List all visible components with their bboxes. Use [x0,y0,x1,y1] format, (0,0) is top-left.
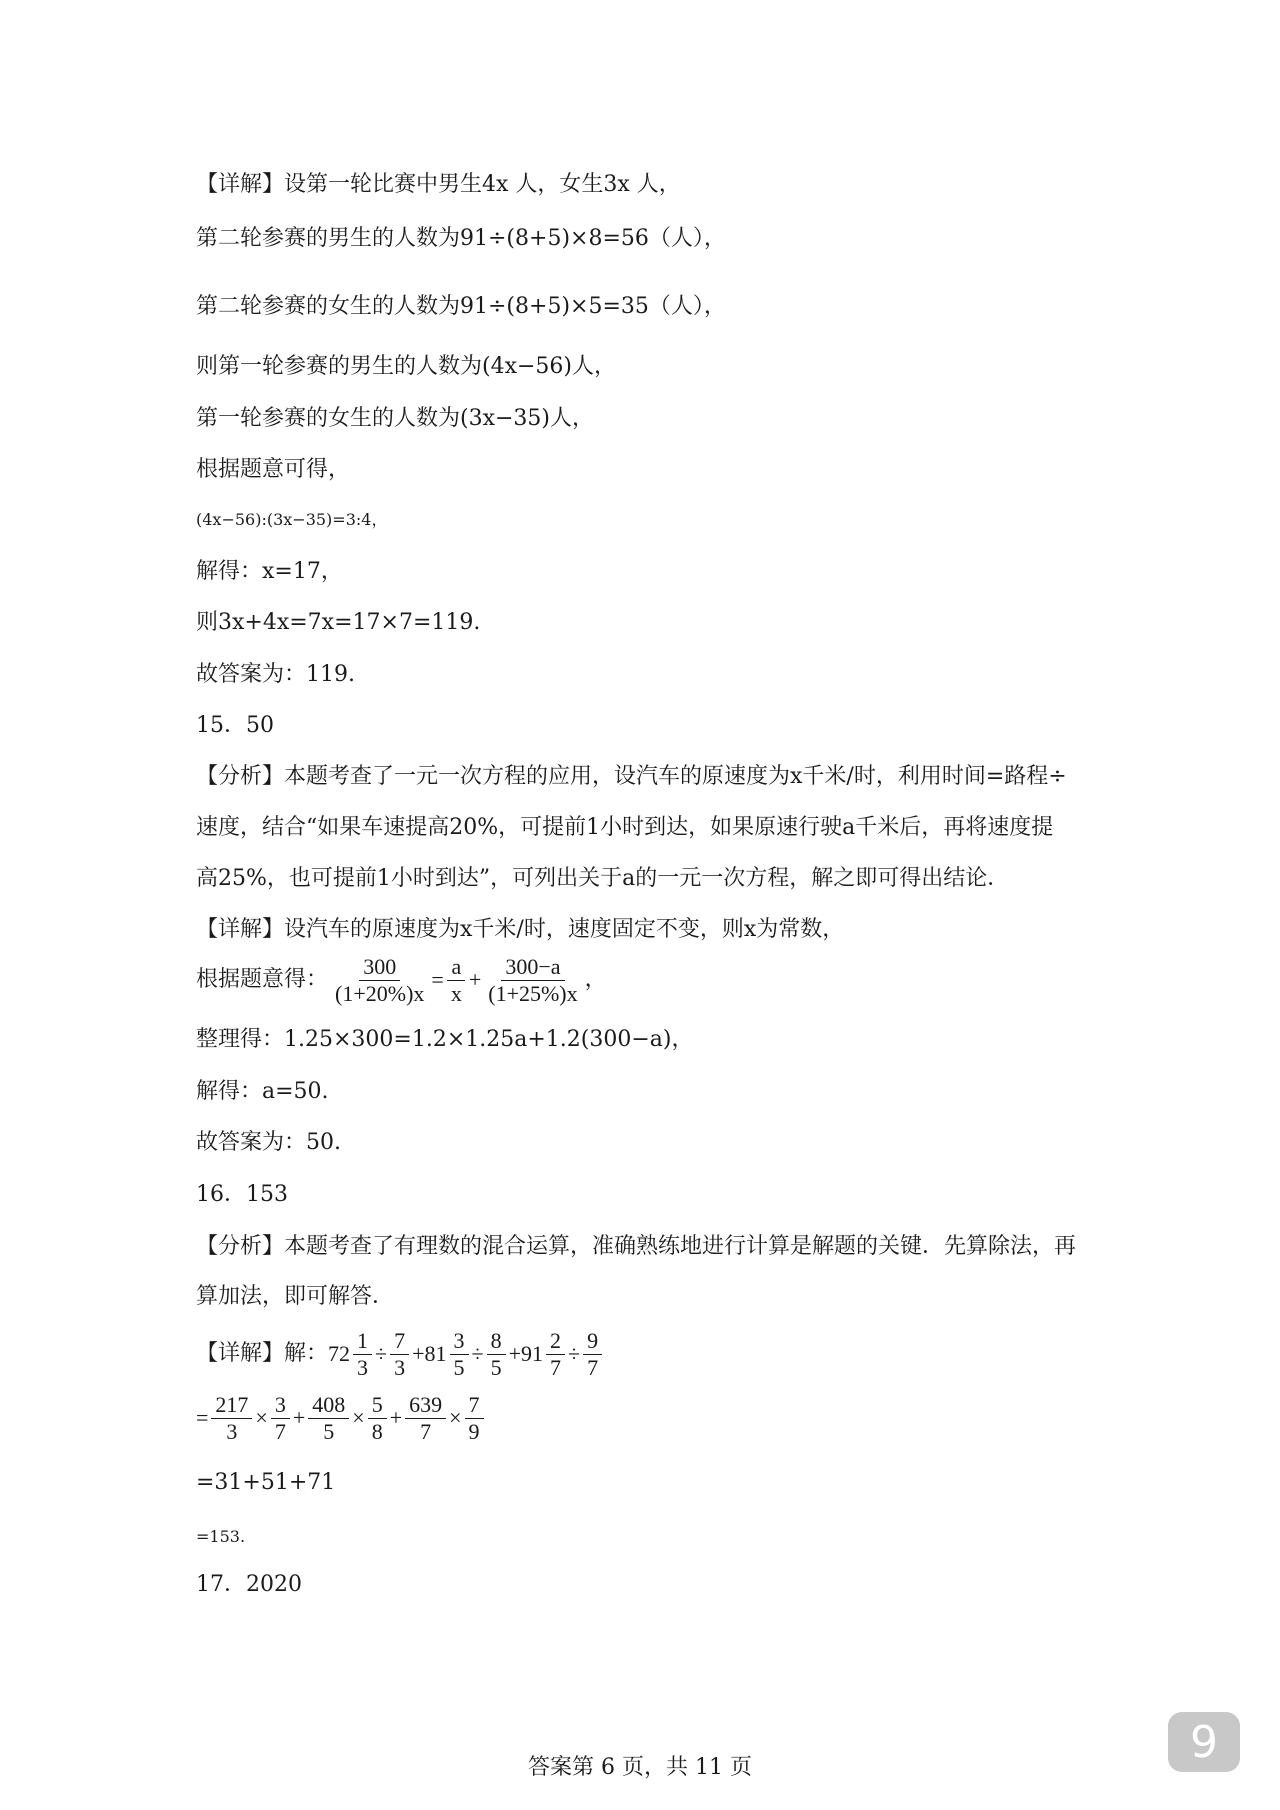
text-line: 则第一轮参赛的男生的人数为(4x−56)人， [196,354,616,379]
fraction: $\frac{7}{3}$ [390,1329,409,1380]
text-line: 速度，结合“如果车速提高20%，可提前1小时到达，如果原速行驶a千米后，再将速度提 [196,815,1054,840]
fraction: $\frac{5}{8}$ [368,1393,387,1444]
fraction: $\frac{1}{3}$ [353,1329,372,1380]
fraction: $\frac{3}{5}$ [450,1329,469,1380]
fraction: $\frac{2}{7}$ [546,1329,565,1380]
equation-line: 根据题意得： $\frac{300}{(1+20\%)x}$ = $\frac{a}{x}$ + $\frac{300-a}{(1+25\%)x}$ ， [196,952,607,1008]
text-line: 【详解】设第一轮比赛中男生4x 人，女生3x 人， [196,172,681,197]
text-line: 则3x+4x=7x=17×7=119. [196,610,481,635]
fraction: $\frac{408}{5}$ [308,1393,349,1444]
text-line: 算加法，即可解答． [196,1284,395,1309]
fraction: $\frac{300}{(1+20\%)x}$ [335,953,425,1006]
fraction: $\frac{9}{7}$ [583,1329,602,1380]
fraction: $\frac{639}{7}$ [405,1393,446,1444]
fraction: $\frac{7}{9}$ [465,1393,484,1444]
text-line: 故答案为：50. [196,1130,341,1155]
text-line: 解得：x=17， [196,559,343,584]
equation-line: = $\frac{217}{3}$ × $\frac{3}{7}$ + $\frac{408}{5}$ × $\frac{5}{8}$ + $\frac{639}{7}$ × $\frac{7}{9}$ [196,1390,487,1446]
text-line: 第二轮参赛的女生的人数为91÷(8+5)×5=35（人）， [196,294,726,319]
equation-line: =31+51+71 [196,1470,336,1495]
answer-number: 17．2020 [196,1572,302,1597]
fraction: $\frac{300-a}{(1+25\%)x}$ [488,953,578,1006]
equation-line: (4x−56):(3x−35)=3:4， [196,510,388,529]
page-footer: 答案第 6 页，共 11 页 [528,1755,752,1780]
page-number-badge: 9 [1168,1712,1240,1772]
text-line: 【分析】本题考查了一元一次方程的应用，设汽车的原速度为x千米/时，利用时间=路程÷ [196,764,1067,789]
fraction: $\frac{3}{7}$ [271,1393,290,1444]
text-line: 根据题意可得， [196,457,351,482]
text-line: 第一轮参赛的女生的人数为(3x−35)人， [196,406,594,431]
equation-line: =153. [196,1527,246,1546]
text-line: 【分析】本题考查了有理数的混合运算，准确熟练地进行计算是解题的关键．先算除法，再 [196,1234,1077,1259]
equation-line: 【详解】解： 72 $\frac{1}{3}$ ÷ $\frac{7}{3}$ +81 $\frac{3}{5}$ ÷ $\frac{8}{5}$ +91 $\frac{2}{7}$ ÷ $\frac{9}{7}$ [196,1326,605,1382]
fraction: $\frac{217}{3}$ [211,1393,252,1444]
fraction: $\frac{a}{x}$ [447,955,466,1006]
answer-number: 16．153 [196,1182,288,1207]
text-line: 故答案为：119. [196,662,355,687]
text-line: 第二轮参赛的男生的人数为91÷(8+5)×8=56（人）， [196,226,726,251]
text-line: 【详解】设汽车的原速度为x千米/时，速度固定不变，则x为常数， [196,917,845,942]
text-line: 整理得：1.25×300=1.2×1.25a+1.2(300−a)， [196,1027,694,1052]
equation-prefix: 【详解】解： [196,1341,329,1366]
text-line: 解得：a=50. [196,1079,329,1104]
fraction: $\frac{8}{5}$ [487,1329,506,1380]
equation-prefix: 根据题意得： [196,967,329,992]
answer-number: 15．50 [196,713,274,738]
text-line: 高25%，也可提前1小时到达”，可列出关于a的一元一次方程，解之即可得出结论． [196,866,1010,891]
